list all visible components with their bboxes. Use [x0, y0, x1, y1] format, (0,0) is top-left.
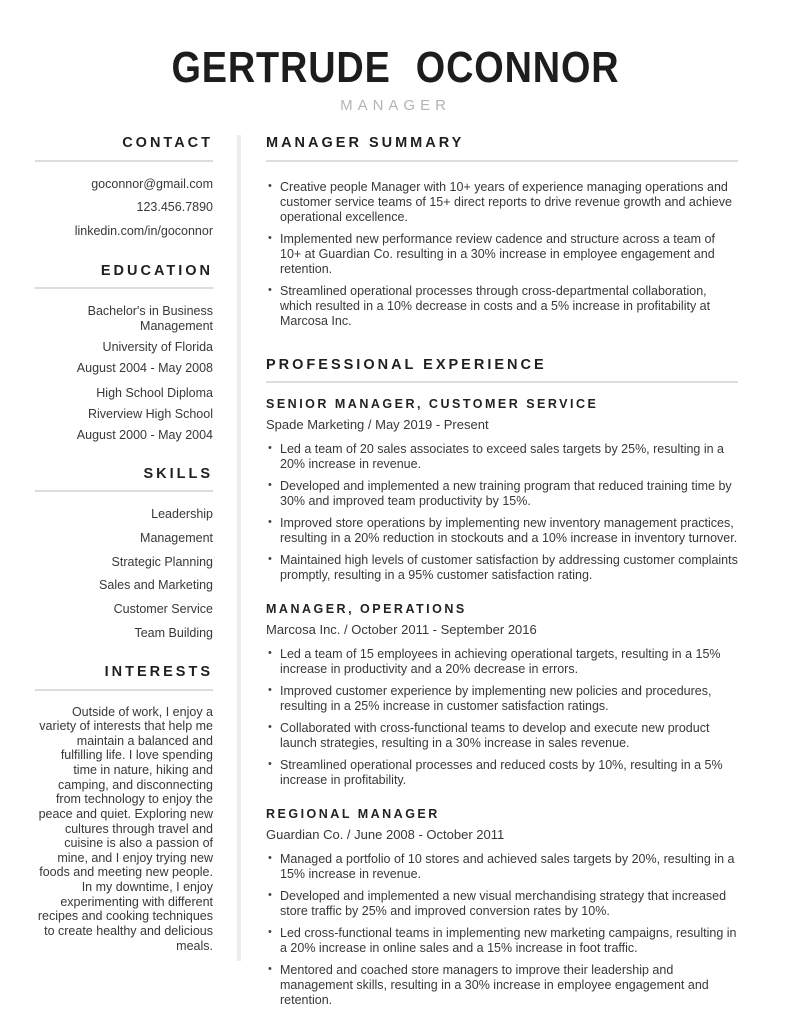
job-company-dates: Spade Marketing / May 2019 - Present — [266, 416, 489, 432]
contact-linkedin: linkedin.com/in/goconnor — [74, 224, 213, 239]
education-degree: High School Diploma — [96, 386, 213, 401]
summary-section — [266, 135, 738, 328]
resume-header — [0, 0, 791, 114]
interests-heading: INTERESTS — [35, 664, 213, 690]
summary-bullet: • Streamlined operational processes through cross-departmental collaboration, which resulted in a 10% decrease in costs and a 5% increase in profitability at Marcosa Inc. — [266, 284, 738, 329]
summary-bullet: • Creative people Manager with 10+ years of experience managing operations and customer service teams of 15+ direct reports to drive revenue growth and achieve operational excellence. — [266, 180, 738, 225]
education-list — [35, 304, 213, 443]
skill-item: Leadership — [151, 507, 213, 522]
resume-columns — [0, 135, 791, 1014]
job-bullet: • Improved store operations by implementing new inventory management practices, resulting in a 20% reduction in stockouts and a 10% increase in inventory turnover. — [266, 516, 738, 546]
education-entry — [35, 386, 213, 443]
person-name: GERTRUDE OCONNOR — [171, 43, 620, 92]
interests-text: Outside of work, I enjoy a variety of interests that help me maintain a balanced and fulfilling life. I love spending time in nature, hiking and camping, and disconnecting from technology to enjoy the peace and quiet. Exploring new cultures through travel and cuisine is also a passion of mine, and I enjoy trying new foods and meeting new people. In my downtime, I enjoy experimenting with different recipes and cooking techniques to create healthy and delicious meals. — [37, 704, 213, 953]
contact-phone: 123.456.7890 — [136, 200, 213, 215]
job-bullet-list — [266, 852, 738, 1008]
summary-bullet-list — [266, 180, 738, 329]
education-dates: August 2000 - May 2004 — [76, 428, 213, 443]
summary-heading: MANAGER SUMMARY — [266, 135, 738, 161]
skill-item: Strategic Planning — [111, 554, 213, 569]
main-column — [266, 135, 738, 1014]
job-bullet: • Streamlined operational processes and reduced costs by 10%, resulting in a 5% increase in profitability. — [266, 758, 738, 788]
job-bullet: • Developed and implemented a new visual merchandising strategy that increased store traffic by 25% and improved conversion rates by 10%. — [266, 889, 738, 919]
skills-heading: SKILLS — [35, 466, 213, 492]
skill-item: Customer Service — [113, 601, 213, 616]
job-entry — [266, 602, 738, 788]
job-bullet-list — [266, 647, 738, 788]
contact-heading: CONTACT — [35, 135, 213, 161]
contact-list — [35, 177, 213, 240]
education-entry — [35, 304, 213, 376]
job-bullet: • Maintained high levels of customer satisfaction by addressing customer complaints promptly, resulting in a 95% customer satisfaction rating. — [266, 553, 738, 583]
skills-section — [35, 466, 213, 641]
person-job-title: MANAGER — [340, 97, 451, 115]
contact-section — [35, 135, 213, 239]
column-divider — [237, 135, 241, 961]
contact-email: goconnor@gmail.com — [91, 176, 213, 191]
education-heading: EDUCATION — [35, 263, 213, 289]
experience-section — [266, 357, 738, 1008]
job-company-dates: Guardian Co. / June 2008 - October 2011 — [266, 826, 505, 842]
skill-item: Team Building — [134, 625, 213, 640]
job-title: REGIONAL MANAGER — [266, 806, 440, 821]
job-entry — [266, 397, 738, 583]
job-bullet: • Led cross-functional teams in implementing new marketing campaigns, resulting in a 20% increase in online sales and a 15% increase in foot traffic. — [266, 926, 738, 956]
sidebar — [35, 135, 213, 976]
job-bullet: • Led a team of 15 employees in achieving operational targets, resulting in a 15% increase in productivity and a 20% decrease in errors. — [266, 647, 738, 677]
job-entry — [266, 807, 738, 1008]
education-school: Riverview High School — [87, 407, 213, 422]
job-bullet: • Managed a portfolio of 10 stores and achieved sales targets by 20%, resulting in a 15% increase in revenue. — [266, 852, 738, 882]
job-bullet: • Collaborated with cross-functional teams to develop and execute new product launch strategies, resulting in a 30% increase in sales revenue. — [266, 721, 738, 751]
job-bullet: • Led a team of 20 sales associates to exceed sales targets by 25%, resulting in a 20% increase in revenue. — [266, 442, 738, 472]
interests-section — [35, 664, 213, 953]
job-company-dates: Marcosa Inc. / October 2011 - September 2016 — [266, 621, 537, 637]
job-bullet: • Developed and implemented a new training program that reduced training time by 30% and improved team productivity by 15%. — [266, 479, 738, 509]
education-dates: August 2004 - May 2008 — [76, 361, 213, 376]
summary-bullet: • Implemented new performance review cadence and structure across a team of 10+ at Guardian Co. resulting in a 30% increase in employee engagement and retention. — [266, 232, 738, 277]
skill-item: Management — [140, 531, 213, 546]
job-title: SENIOR MANAGER, CUSTOMER SERVICE — [266, 397, 599, 412]
job-bullet: • Improved customer experience by implementing new policies and procedures, resulting in a 25% increase in customer satisfaction ratings. — [266, 684, 738, 714]
education-degree: Bachelor's in Business Management — [87, 304, 213, 334]
experience-heading: PROFESSIONAL EXPERIENCE — [266, 357, 738, 383]
job-bullet: • Mentored and coached store managers to improve their leadership and management skills, resulting in a 30% increase in employee engagement and retention. — [266, 963, 738, 1008]
education-school: University of Florida — [102, 340, 213, 355]
education-section — [35, 263, 213, 443]
skill-item: Sales and Marketing — [99, 578, 213, 593]
job-bullet-list — [266, 442, 738, 583]
skills-list — [35, 507, 213, 641]
job-title: MANAGER, OPERATIONS — [266, 602, 467, 617]
